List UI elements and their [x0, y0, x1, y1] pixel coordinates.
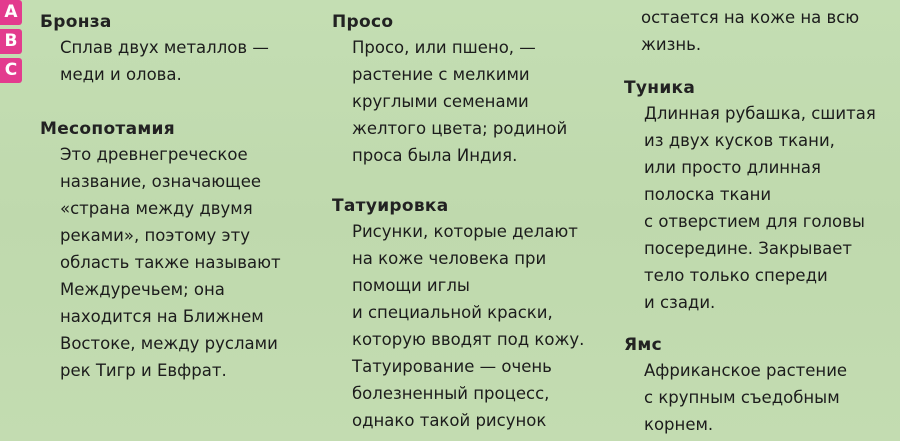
entry-term: Месопотамия	[40, 119, 175, 139]
entry-term: Татуировка	[332, 196, 449, 216]
entry-term: Туника	[624, 78, 696, 98]
entry-definition: Длинная рубашка, сшитая из двух кусков ткани, или просто длинная полоска ткани с отверстием для головы посередине. Закрывает тело только спереди и сзади.	[644, 104, 876, 312]
tab-letter-c[interactable]: C	[0, 58, 22, 83]
entry-definition: Рисунки, которые делают на коже человека при помощи иглы и специальной краски, которую вводят под кожу. Татуирование — очень болезненный процесс, однако такой рисунок	[352, 222, 585, 430]
entry-term: Просо	[332, 12, 394, 32]
tab-letter-a[interactable]: A	[0, 0, 22, 25]
entry-mesopotamia	[40, 117, 281, 384]
entry-term: Ямс	[624, 335, 662, 355]
tab-letter-b[interactable]: B	[0, 29, 22, 54]
entry-bronza	[40, 10, 269, 88]
letter-tabs	[0, 0, 24, 87]
entry-definition: Африканское растение с крупным съедобным корнем.	[644, 361, 848, 434]
entry-definition: Это древнегреческое название, означающее «страна между двумя реками», поэтому эту область также называют Междуречьем; она находится на Ближнем Востоке, между руслами рек Тигр и Евфрат.	[60, 145, 281, 380]
entry-yams	[624, 333, 847, 438]
entry-proso	[332, 10, 567, 169]
entry-definition: остается на коже на всю жизнь.	[641, 8, 860, 54]
entry-term: Бронза	[40, 12, 112, 32]
entry-definition: Просо, или пшено, — растение с мелкими круглыми семенами желтого цвета; родиной проса была Индия.	[352, 38, 568, 165]
entry-tunika	[624, 76, 876, 316]
entry-tatuirovka	[332, 194, 584, 434]
entry-tatuirovka-continued	[624, 4, 859, 58]
entry-definition: Сплав двух металлов — меди и олова.	[60, 38, 269, 84]
